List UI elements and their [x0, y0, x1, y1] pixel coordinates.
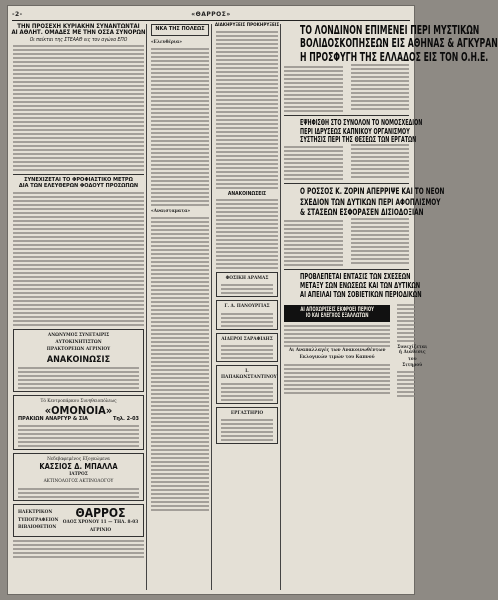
city-news-title: ΝΚΑ ΤΗΣ ΠΟΛΕΩΣ — [155, 26, 205, 32]
notice-box-4 — [216, 365, 278, 404]
column-notices — [214, 24, 281, 590]
doctor-specialty: ΑΚΤΙΝΟΛΟΓΟΣ ΑΚΤΙΝΟΛΟΓΟΥ — [43, 479, 114, 485]
lower-headline-1: ΠΡΟΒΛΕΠΕΤΑΙ ΕΝΤΑΣΙΣ ΤΩΝ ΣΧΕΣΕΩΝ — [300, 271, 411, 281]
subhead-sports: Οι παίκται της ΣΤΕΑΑΘ εις τον αγώνα ΕΠΟ — [29, 36, 128, 43]
mid-headline-2: ΠΕΡΙ ΙΔΡΥΣΕΩΣ ΚΑΠΝΙΚΟΥ ΟΡΓΑΝΙΣΜΟΥ — [300, 126, 410, 136]
headline-measures-b: ΔΙΑ ΤΩΝ ΕΛΕΥΘΕΡΩΝ ΦΟΔΟΥΤ ΠΡΟΣΩΠΩΝ — [18, 182, 139, 189]
notices-body-1 — [214, 31, 280, 189]
notices-head-4: Γ. Δ. ΠΑΝΟΥΡΓΙΑΣ — [224, 304, 270, 310]
press-city: ΑΓΡΙΝΙΟ — [89, 527, 112, 533]
notices-head-1: ΔΙΑΚΗΡΥΞΕΙΣ ΠΡΟΚΗΡΥΞΕΙΣ — [214, 23, 280, 28]
main-news-section — [282, 23, 498, 590]
lower-headline-2: ΜΕΤΑΞΥ ΣΩΝ ΕΝΩΣΕΩΣ ΚΑΙ ΤΩΝ ΔΥΤΙΚΩΝ — [300, 280, 421, 290]
announcement-title: ΑΝΑΚΟΙΝΩΣΙΣ — [46, 354, 111, 365]
mid-body — [282, 144, 411, 180]
cinema-name: «ΟΜΟΝΟΙΑ» — [44, 404, 113, 418]
footer-head-3: Συνεχίζεται ή Διάθεσις — [397, 344, 428, 355]
column-sports — [11, 24, 147, 590]
headline-sports-a: ΤΗΝ ΠΡΟΣΕΧΗ ΚΥΡΙΑΚΗΝ ΣΥΝΑΝΤΩΝΤΑΙ — [17, 23, 140, 30]
header-spacer — [399, 11, 410, 18]
divider — [284, 115, 409, 116]
column-city-news — [149, 24, 212, 590]
city-news-header-box — [151, 24, 209, 36]
page-number: -2- — [12, 10, 23, 18]
announcement-org-1: ΑΝΩΝΥΜΟΣ ΣΥΝΕΤΑΙΡΙΣ — [47, 332, 110, 338]
lead-body — [282, 64, 411, 112]
headline-sports-b: ΑΙ ΑΘΛΗΤ. ΟΜΑΔΕΣ ΜΕ ΤΗΝ ΟΣΣΑ ΣΥΝΟΡΩΝ — [11, 29, 146, 37]
lead-headline-2: ΒΟΛΙΔΟΣΚΟΠΗΣΕΩΝ ΕΙΣ ΑΘΗΝΑΣ & ΑΓΚΥΡΑΝ — [300, 36, 498, 51]
doctor-title: ΙΑΤΡΟΣ — [69, 471, 88, 477]
lead-headline-3: Η ΠΡΟΣΦΥΓΗ ΤΗΣ ΕΛΛΑΔΟΣ ΕΙΣ ΤΟΝ Ο.Η.Ε. — [300, 49, 489, 64]
page-header — [12, 8, 410, 21]
doctor-intro: Νεδεβαφεμένος Εξογκώμενα — [47, 456, 110, 462]
notices-body-2 — [214, 199, 280, 269]
cinema-ad — [13, 395, 144, 450]
footer-head-1: Αι Αναπαλλαγές των Ανακοινωθέντων — [288, 348, 386, 354]
footer-body-1 — [282, 364, 392, 394]
ross-headline-1: Ο ΡΟΣΣΟΣ Κ. ΖΟΡΙΝ ΑΠΕΡΡΙΨΕ ΚΑΙ ΤΟ ΝΕΟΝ — [300, 187, 445, 198]
article-body-sports — [11, 45, 146, 171]
mid-headline-1: ΕΨΗΦΙΣΘΗ ΣΤΟ ΣΥΝΟΛΟΝ ΤΟ ΝΟΜΟΣΧΕΔΙΟΝ — [300, 118, 423, 128]
notices-head-2: ΑΝΑΚΟΙΝΩΣΕΙΣ — [227, 190, 267, 197]
footer-head-4: του Σιτηρού — [402, 357, 423, 368]
notice-box-3 — [216, 333, 278, 362]
masthead: «ΘΑΡΡΟΣ» — [191, 10, 231, 18]
notices-head-7: ΑΙΔΕΡΟΙ ΣΑΡΑΦΙΔΗΣ — [221, 336, 273, 342]
press-address: ΟΔΟΣ ΧΡΟΝΟΥ 11 — ΤΗΛ. 8-03 — [62, 520, 139, 526]
lower-headline-3: ΑΙ ΑΠΕΙΛΑΙ ΤΩΝ ΣΟΒΙΕΤΙΚΩΝ ΠΕΡΙΟΔΙΚΩΝ — [300, 289, 422, 299]
doctor-name: ΚΑΣΣΙΟΣ Δ. ΜΠΑΛΛΑ — [39, 462, 118, 472]
footer-head-2: Εκλογικών τιμών του Καπνού — [299, 355, 375, 361]
notice-box-1 — [216, 272, 278, 297]
right-body-col — [395, 304, 429, 342]
ross-headline-3: & ΣΤΑΣΕΩΝ ΕΣΦΟΡΑΣΕΝ ΔΙΣΙΟΔΟΞΙΑΝ — [300, 207, 424, 218]
inverse-body — [282, 325, 392, 347]
press-line-3: ΒΙΒΛΙΟΘΕΤΙΟΝ — [18, 525, 57, 531]
notices-head-3: ΦΟΣΙΚΗ ΔΡΑΜΑΣ — [225, 276, 269, 282]
notices-head-5: Ι. ΠΑΠΑΚΩΝΣΤΑΝΤΙΝΟΥ — [221, 369, 277, 380]
cinema-intro: Τό Κεντροπάρκου Συνηθειοπόλεως — [40, 399, 117, 405]
article-body-measures — [11, 192, 146, 326]
lead-headline-1: ΤΟ ΛΟΝΔΙΝΟΝ ΕΠΙΜΕΝΕΙ ΠΕΡΙ ΜΥΣΤΙΚΩΝ — [300, 23, 480, 37]
press-name: ΘΑΡΡΟΣ — [75, 505, 126, 520]
announcement-org-3: ΠΡΑΚΤΟΡΕΙΩΝ ΑΓΡΙΝΙΟΥ — [46, 347, 111, 353]
cinema-address: ΠΡΑΚΙΩΝ ΑΝΑΡΓΥΡ & ΣΙΑ — [18, 415, 88, 422]
city-body-2 — [149, 217, 211, 511]
city-item-1: «Ελευθέρια» — [151, 39, 182, 45]
press-ad — [13, 504, 144, 537]
divider — [284, 183, 409, 184]
headline-measures-a: ΣΥΝΕΧΙΖΕΤΑΙ ΤΟ ΦΡΟΦΙΑΣΤΙΚΟ ΜΕΤΡΩ — [24, 176, 133, 183]
ross-body — [282, 218, 411, 266]
city-body-1 — [149, 48, 211, 206]
ross-headline-2: ΣΧΕΔΙΟΝ ΤΩΝ ΔΥΤΙΚΩΝ ΠΕΡΙ ΑΦΟΠΛΙΣΜΟΥ — [300, 197, 441, 208]
notice-box-5 — [216, 407, 278, 444]
divider — [284, 269, 409, 270]
mid-headline-3: ΣΥΣΤΗΣΙΣ ΠΕΡΙ ΤΗΣ ΘΕΣΕΩΣ ΤΩΝ ΕΡΓΑΤΩΝ — [300, 135, 417, 145]
article-body-bottom — [11, 540, 146, 558]
inverse-headline-2: ΙΟ ΚΑΙ ΕΛΕΓΧΟΣ ΕΞΑΛΛΩΤΩΝ — [305, 312, 369, 320]
inverse-headline-1: ΑΙ ΑΠΟΧΩΡΙΣΕΙΣ ΕΚΦΡΟΕΙ ΠΕΡΙΟΥ — [300, 305, 374, 313]
inverse-box — [284, 305, 390, 322]
newspaper-page — [8, 6, 498, 594]
footer-body-2 — [395, 371, 429, 397]
notices-head-6: ΕΡΓΑΣΤΗΡΙΟ — [230, 410, 264, 416]
press-line-2: ΤΥΠΟΓΡΑΦΕΙΟΝ — [18, 517, 59, 523]
announcement-org-2: ΑΥΤΟΚΙΝΗΤΙΣΤΩΝ — [55, 339, 102, 345]
doctor-ad — [13, 453, 144, 501]
announcement-box — [13, 329, 144, 393]
city-item-2: «Αναισταματα» — [151, 209, 191, 215]
cinema-phone: Τηλ. 2-03 — [112, 415, 139, 422]
press-line-1: ΗΛΕΚΤΡΙΚΟΝ — [18, 510, 53, 516]
notice-box-2 — [216, 300, 278, 329]
divider — [13, 174, 144, 175]
